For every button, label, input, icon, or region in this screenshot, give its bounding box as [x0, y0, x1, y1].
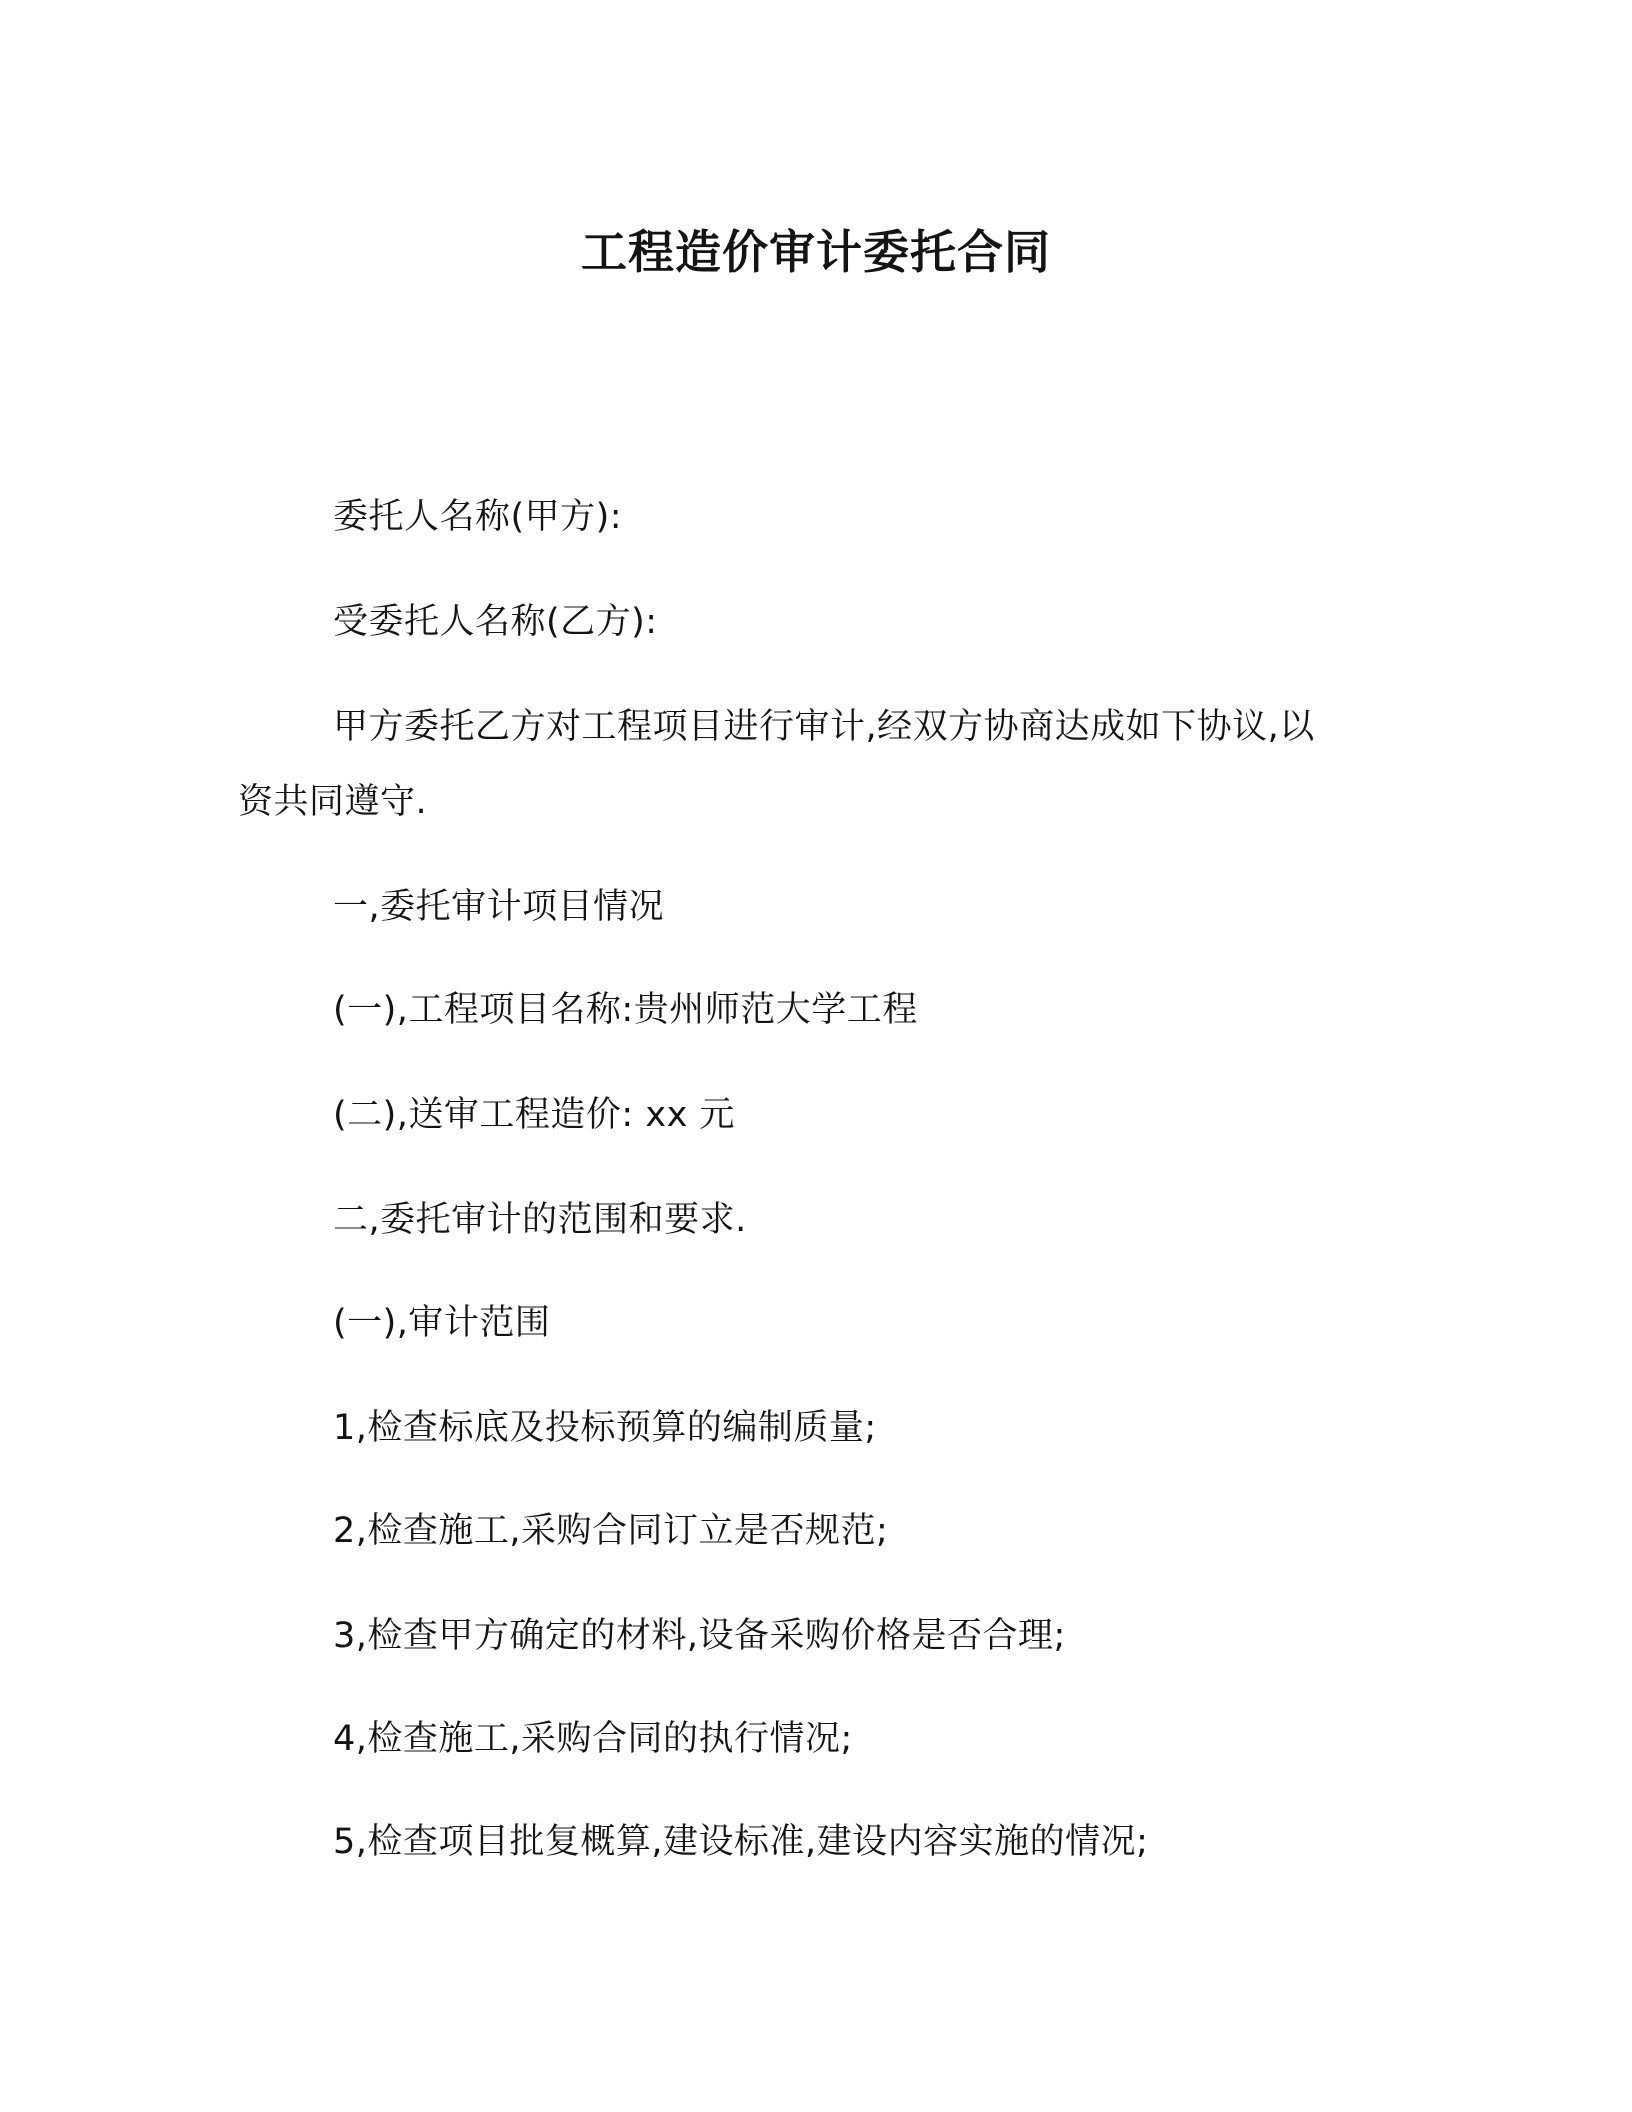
project-cost-line: (二),送审工程造价: xx 元 [333, 1095, 735, 1135]
scope-item-4: 4,检查施工,采购合同的执行情况; [333, 1719, 853, 1759]
scope-item-3: 3,检查甲方确定的材料,设备采购价格是否合理; [333, 1616, 1066, 1656]
scope-item-2: 2,检查施工,采购合同订立是否规范; [333, 1511, 889, 1551]
document-title: 工程造价审计委托合同 [581, 225, 1051, 279]
scope-item-5: 5,检查项目批复概算,建设标准,建设内容实施的情况; [333, 1822, 1149, 1862]
scope-item-1: 1,检查标底及投标预算的编制质量; [333, 1408, 877, 1448]
section-two-heading: 二,委托审计的范围和要求. [333, 1200, 747, 1240]
agreement-intro-line: 甲方委托乙方对工程项目进行审计,经双方协商达成如下协议,以 [333, 707, 1315, 747]
contractor-name-line: 受委托人名称(乙方): [333, 602, 658, 642]
audit-scope-heading: (一),审计范围 [333, 1303, 551, 1343]
project-name-line: (一),工程项目名称:贵州师范大学工程 [333, 990, 918, 1030]
section-one-heading: 一,委托审计项目情况 [333, 887, 665, 927]
client-name-line: 委托人名称(甲方): [333, 497, 623, 537]
agreement-intro-continuation: 资共同遵守. [238, 782, 428, 822]
